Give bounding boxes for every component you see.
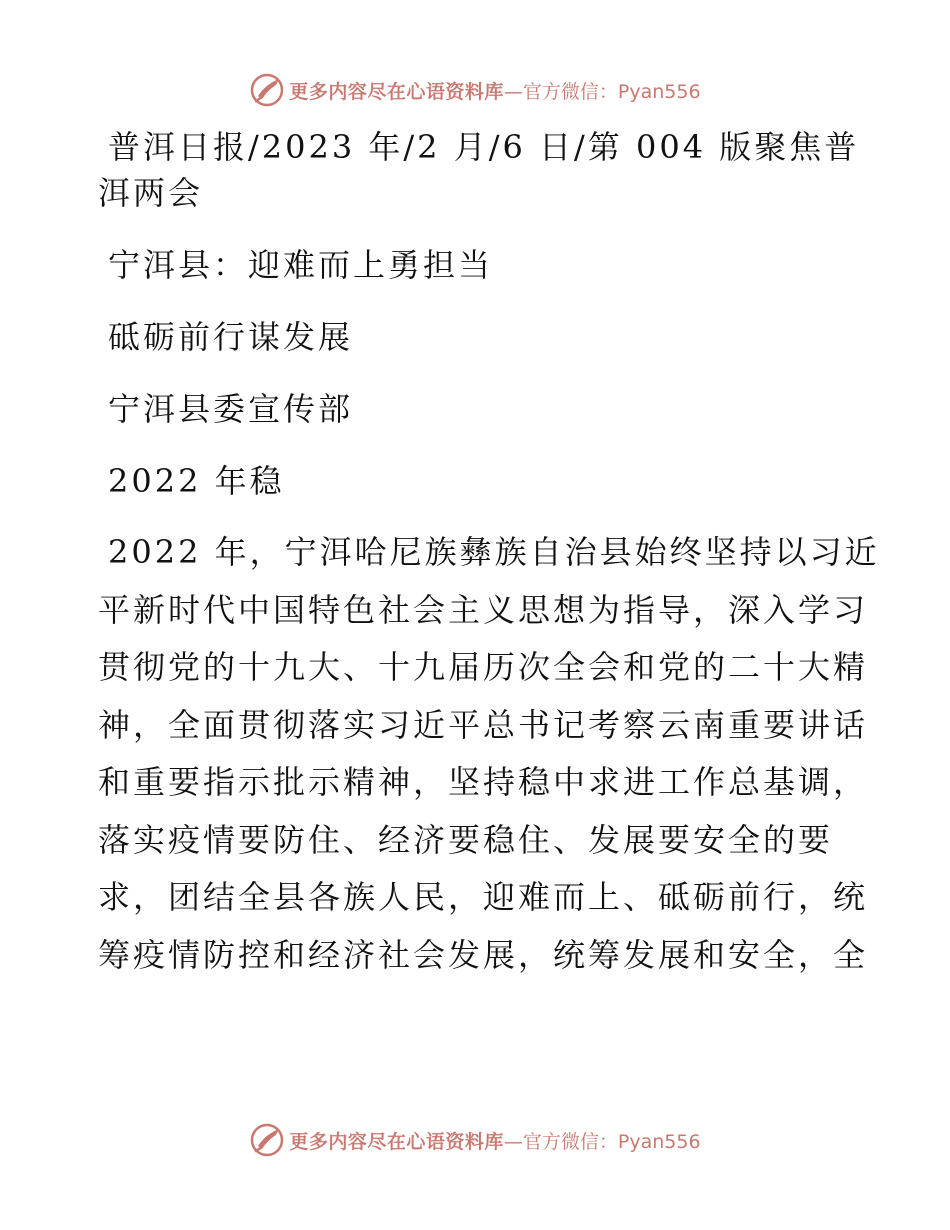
article-title-line-2: 砥砺前行谋发展 [108, 318, 354, 356]
article-content [98, 124, 880, 984]
watermark-promo-text: 更多内容尽在心语资料库 [289, 80, 504, 103]
article-title-line-1: 宁洱县：迎难而上勇担当 [108, 246, 494, 284]
dateline-line-1: 普洱日报/2023 年/2 月/6 日/第 004 版聚焦普 [108, 128, 860, 166]
section-heading: 2022 年稳 [108, 462, 285, 500]
body-line: 筹疫情防控和经济社会发展，统筹发展和安全，全 [98, 935, 869, 974]
watermark-promo-text: 更多内容尽在心语资料库 [289, 1130, 504, 1153]
dateline-line-2: 洱两会 [98, 174, 204, 212]
body-line: 神，全面贯彻落实习近平总书记考察云南重要讲话 [98, 705, 869, 744]
body-line: 贯彻党的十九大、十九届历次全会和党的二十大精 [98, 648, 869, 686]
body-line: 2022 年，宁洱哈尼族彝族自治县始终坚持以习近 [108, 533, 880, 571]
watermark-wechat-text: —官方微信：Pyan556 [503, 1130, 701, 1153]
article-body [98, 524, 880, 984]
article-dateline [98, 124, 858, 216]
pen-nib-logo-icon [249, 1122, 285, 1158]
watermark-banner-top [0, 70, 950, 110]
pen-nib-logo-icon [249, 72, 285, 108]
watermark-banner-bottom [0, 1120, 950, 1160]
watermark-wechat-text: —官方微信：Pyan556 [503, 80, 701, 103]
body-line: 平新时代中国特色社会主义思想为指导，深入学习 [98, 590, 869, 629]
body-line: 落实疫情要防住、经济要稳住、发展要安全的要 [98, 820, 834, 859]
body-line: 求，团结全县各族人民，迎难而上、砥砺前行，统 [98, 878, 869, 916]
article-author: 宁洱县委宣传部 [108, 390, 354, 428]
body-line: 和重要指示批示精神，坚持稳中求进工作总基调， [98, 763, 869, 801]
